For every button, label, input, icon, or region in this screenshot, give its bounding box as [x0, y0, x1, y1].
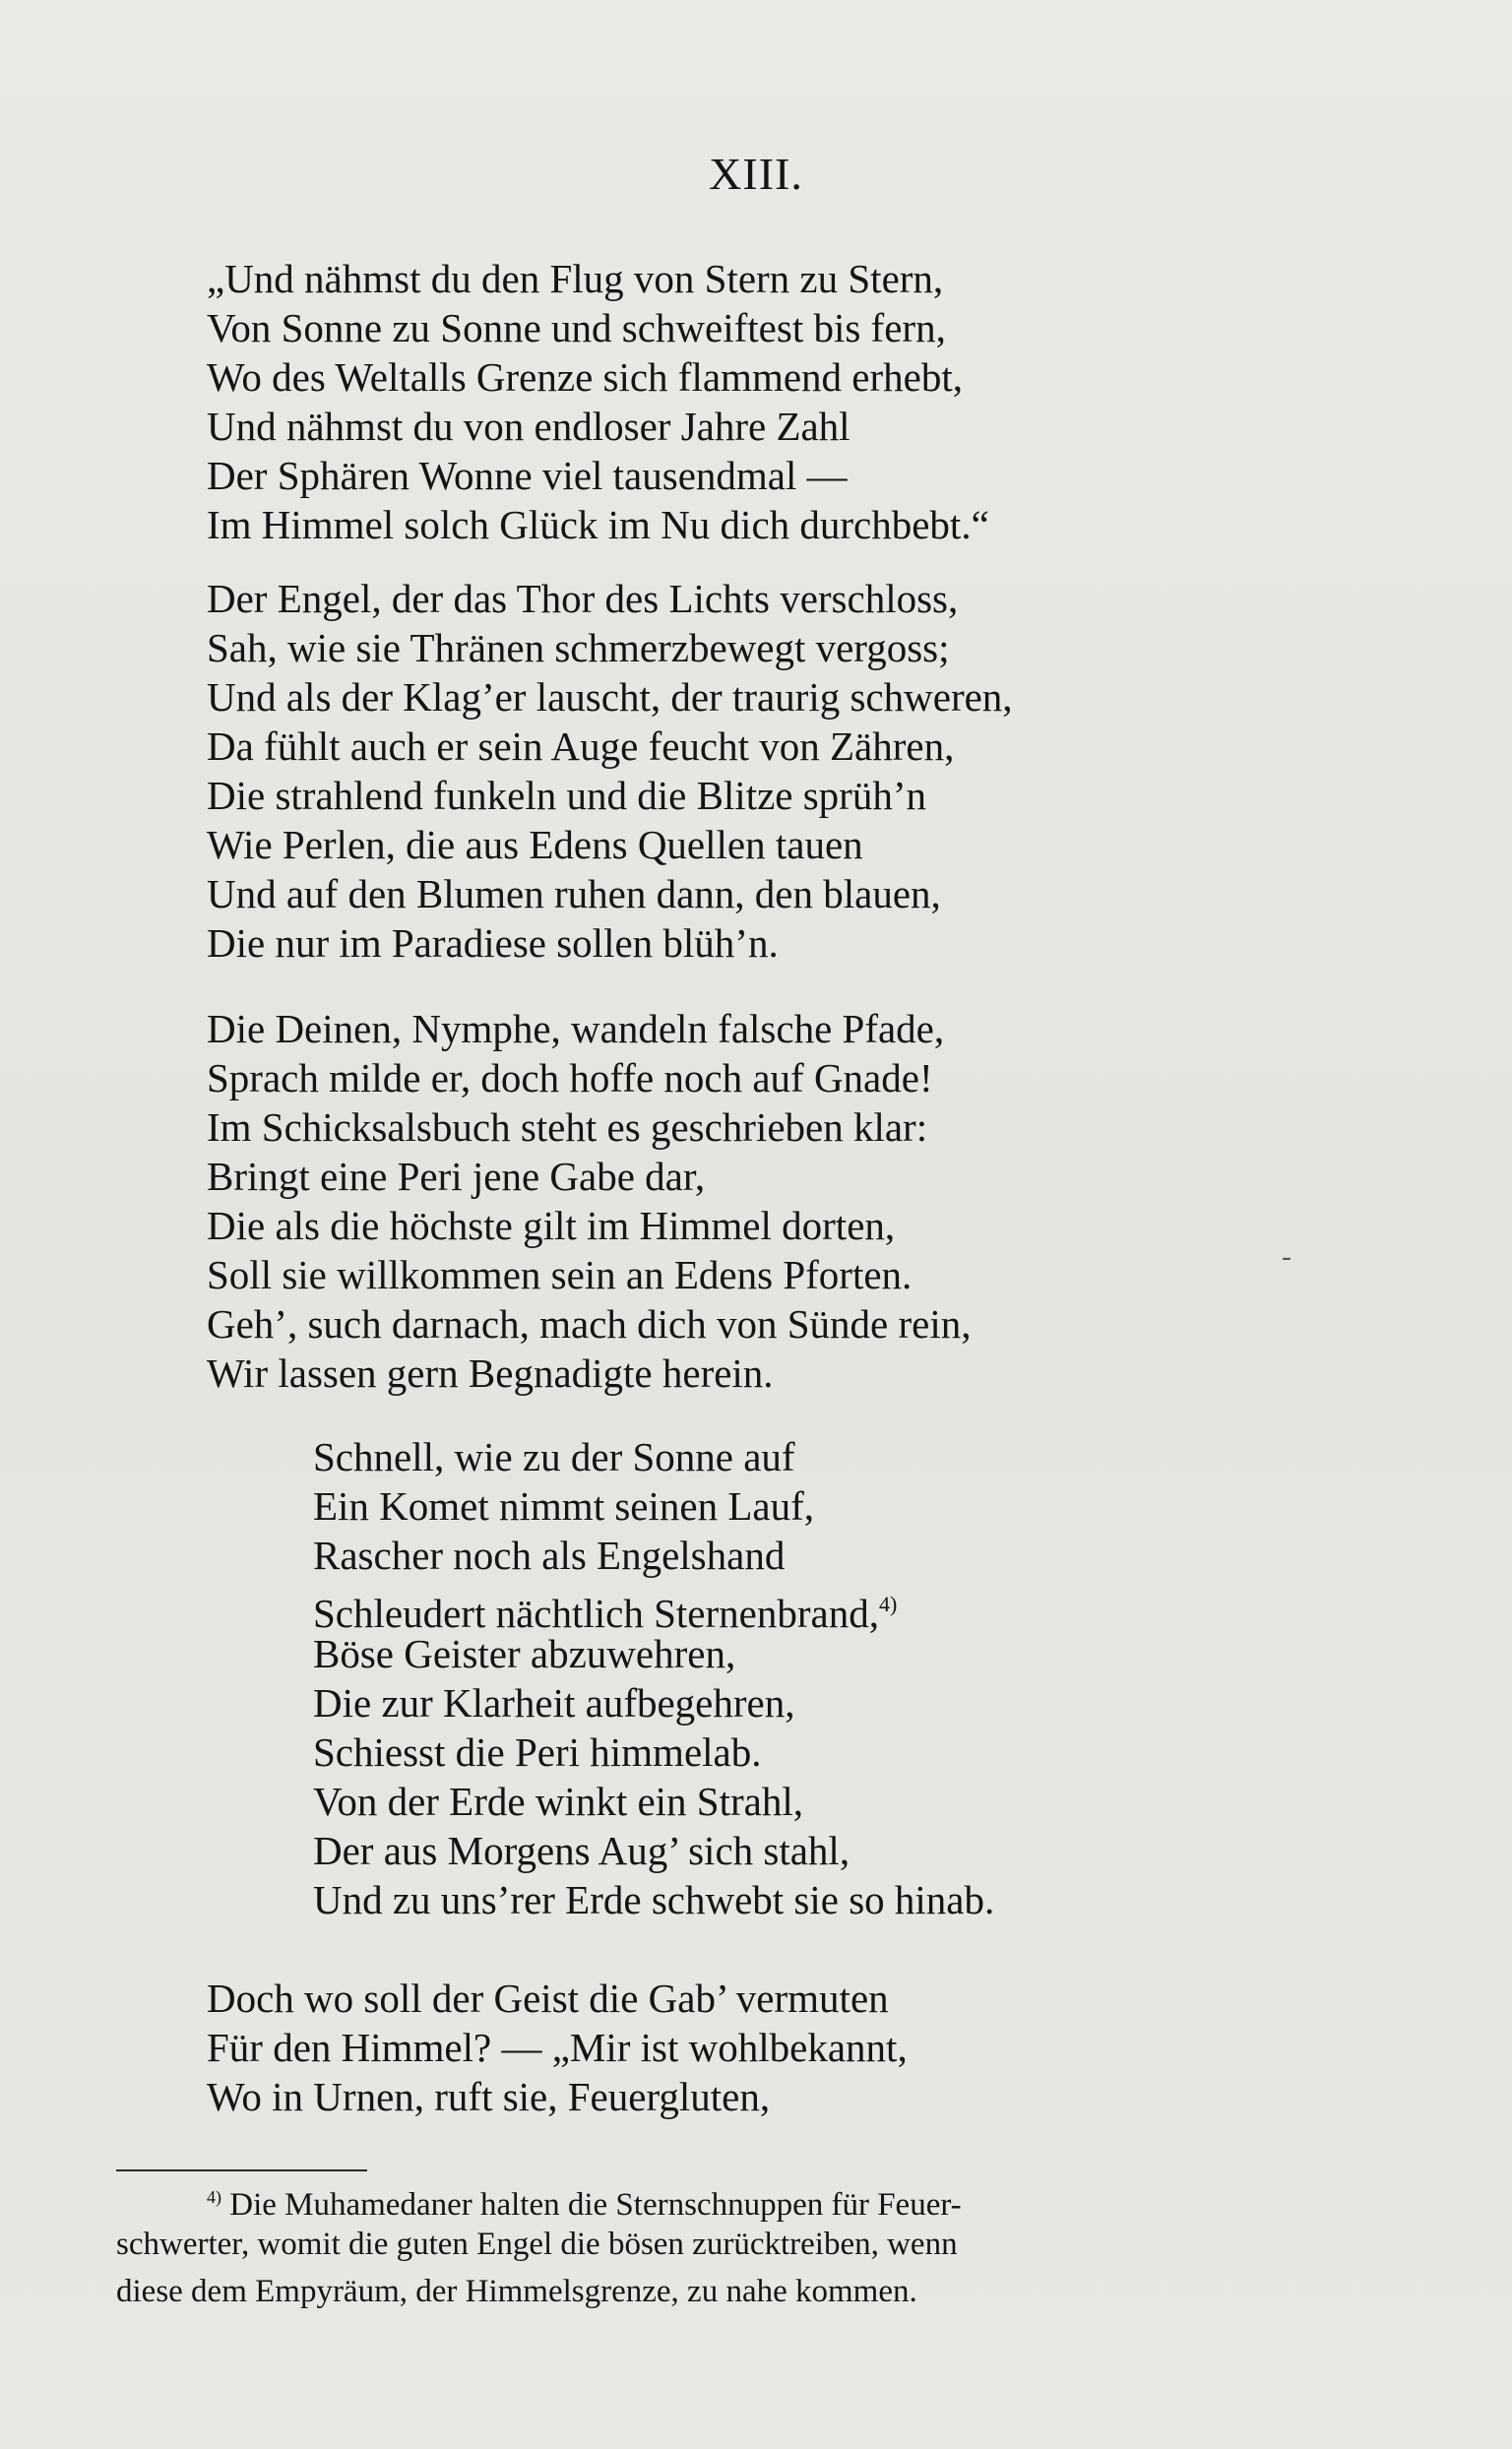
footnote-text: Die Muhamedaner halten die Sternschnuppen für Feuer-	[229, 2187, 962, 2223]
verse-line: Wo des Weltalls Grenze sich flammend erhebt,	[207, 354, 963, 400]
verse-line: Wir lassen gern Begnadigte herein.	[207, 1350, 774, 1396]
verse-line: Sprach milde er, doch hoffe noch auf Gnade!	[207, 1055, 933, 1100]
verse-line: Und zu uns’rer Erde schwebt sie so hinab.	[313, 1877, 995, 1922]
footnote-line: schwerter, womit die guten Engel die bösen zurücktreiben, wenn	[116, 2227, 958, 2262]
footnote-line	[116, 2173, 1317, 2221]
verse-line: Der Sphären Wonne viel tausendmal —	[207, 453, 848, 498]
verse-text: Schleudert nächtlich Sternenbrand,	[313, 1591, 879, 1636]
stanza-2	[207, 574, 1230, 968]
verse-line: Von Sonne zu Sonne und schweiftest bis fern,	[207, 305, 946, 350]
verse-line-with-footnote	[313, 1580, 1238, 1636]
footnote-reference: 4)	[878, 1592, 898, 1616]
verse-line: „Und nähmst du den Flug von Stern zu Stern,	[207, 256, 944, 301]
verse-line: Ein Komet nimmt seinen Lauf,	[313, 1483, 814, 1529]
verse-line: Der Engel, der das Thor des Lichts verschloss,	[207, 576, 959, 621]
verse-line: Und nähmst du von endloser Jahre Zahl	[207, 404, 850, 449]
verse-line: Die strahlend funkeln und die Blitze sprüh’n	[207, 773, 926, 818]
footnote-marker: 4)	[207, 2187, 221, 2207]
verse-line: Wie Perlen, die aus Edens Quellen tauen	[207, 822, 863, 867]
verse-line: Und auf den Blumen ruhen dann, den blauen,	[207, 871, 941, 916]
stanza-3	[207, 1004, 1230, 1398]
print-speck: -	[1282, 1240, 1292, 1273]
footnote	[116, 2173, 1317, 2315]
verse-line: Für den Himmel? — „Mir ist wohlbekannt,	[207, 2025, 908, 2070]
verse-line: Der aus Morgens Aug’ sich stahl,	[313, 1828, 850, 1873]
verse-line: Schiesst die Peri himmelab.	[313, 1729, 762, 1775]
verse-line: Von der Erde winkt ein Strahl,	[313, 1779, 803, 1824]
footnote-line: diese dem Empyräum, der Himmelsgrenze, zu nahe kommen.	[116, 2274, 917, 2309]
verse-line: Die zur Klarheit aufbegehren,	[313, 1680, 795, 1726]
verse-line: Soll sie willkommen sein an Edens Pforten.	[207, 1252, 913, 1297]
stanza-5	[207, 1974, 1230, 2121]
verse-line: Die Deinen, Nymphe, wandeln falsche Pfade,	[207, 1006, 945, 1051]
verse-line: Die als die höchste gilt im Himmel dorten,	[207, 1203, 896, 1248]
stanza-1	[207, 254, 1230, 549]
verse-line: Bringt eine Peri jene Gabe dar,	[207, 1154, 706, 1199]
verse-line: Doch wo soll der Geist die Gab’ vermuten	[207, 1976, 889, 2021]
verse-line: Wo in Urnen, ruft sie, Feuergluten,	[207, 2074, 771, 2119]
verse-line: Im Schicksalsbuch steht es geschrieben klar:	[207, 1104, 928, 1150]
footnote-divider	[116, 2169, 367, 2171]
chapter-heading: XIII.	[709, 149, 803, 199]
verse-line: Geh’, such darnach, mach dich von Sünde rein,	[207, 1301, 972, 1347]
verse-line: Sah, wie sie Thränen schmerzbewegt vergoss;	[207, 625, 950, 670]
verse-line: Schnell, wie zu der Sonne auf	[313, 1434, 795, 1479]
verse-line: Die nur im Paradiese sollen blüh’n.	[207, 920, 779, 966]
verse-line: Im Himmel solch Glück im Nu dich durchbebt.“	[207, 502, 989, 547]
verse-line: Da fühlt auch er sein Auge feucht von Zähren,	[207, 723, 955, 769]
verse-line: Rascher noch als Engelshand	[313, 1533, 786, 1578]
stanza-4	[313, 1432, 1238, 1924]
verse-line: Böse Geister abzuwehren,	[313, 1631, 736, 1676]
verse-line: Und als der Klag’er lauscht, der traurig schweren,	[207, 674, 1013, 720]
